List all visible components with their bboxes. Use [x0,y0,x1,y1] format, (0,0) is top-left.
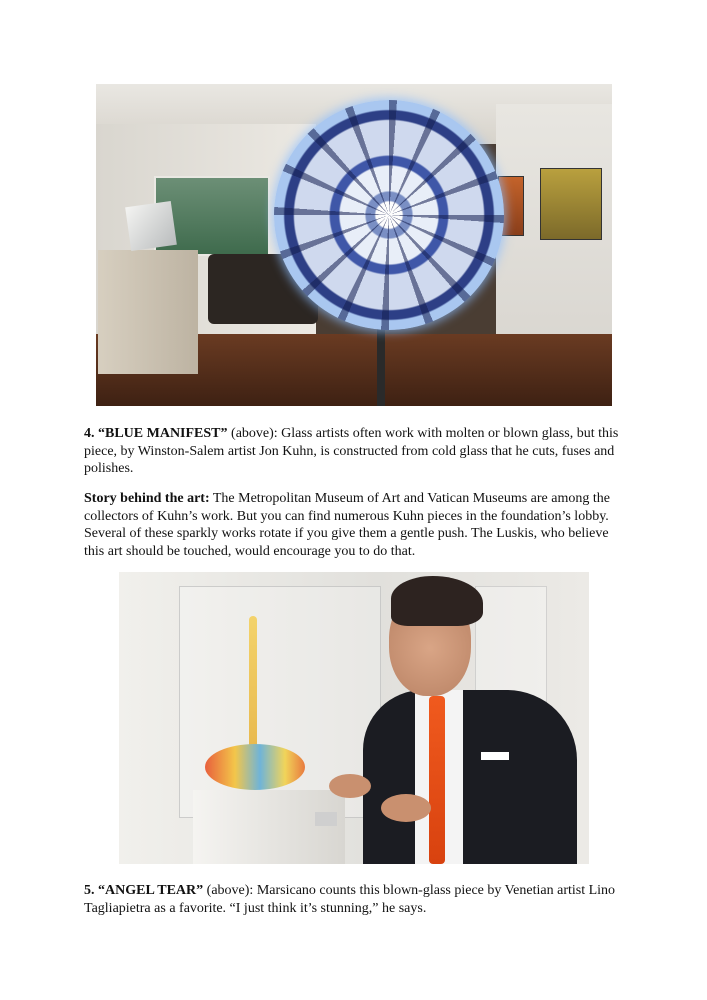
wall-painting [540,168,602,240]
item-5-text: (above): Marsicano counts this blown-glass piece by Venetian artist Lino Tagliapietra as a favorite. “I just think it’s stunning,” he says. [84,883,616,916]
item-4-caption [84,425,624,478]
story-paragraph [84,490,624,560]
glass-cube-sculpture [125,201,177,251]
display-plaque [315,812,337,826]
glass-wheel-spokes [274,100,504,330]
item-4-text: (above): Glass artists often work with molten or blown glass, but this piece, by Winston-Salem artist Jon Kuhn, is constructed from cold glass that he cuts, fuses and polishes. [84,426,619,476]
blue-manifest-photo [96,84,612,406]
man-hand [329,774,371,798]
man-suit [363,690,577,864]
item-4-heading: 4. “BLUE MANIFEST” [84,426,228,441]
orange-tie [429,696,445,864]
display-pedestal [193,790,345,864]
pocket-square [481,752,509,760]
man-hair [391,576,483,626]
item-5-heading: 5. “ANGEL TEAR” [84,883,204,898]
man-hand [381,794,431,822]
angel-tear-photo [119,572,589,864]
glass-teardrop-base [205,744,305,790]
display-pedestal [98,250,198,374]
item-5-caption [84,882,624,917]
story-text: The Metropolitan Museum of Art and Vatican Museums are among the collectors of Kuhn’s work. But you can find numerous Kuhn pieces in the foundation’s lobby. Several of these sparkly works rotate if you give them a gentle push. The Luskis, who believe this art should be touched, would encourage you to do that. [84,491,610,559]
story-label: Story behind the art: [84,491,210,506]
